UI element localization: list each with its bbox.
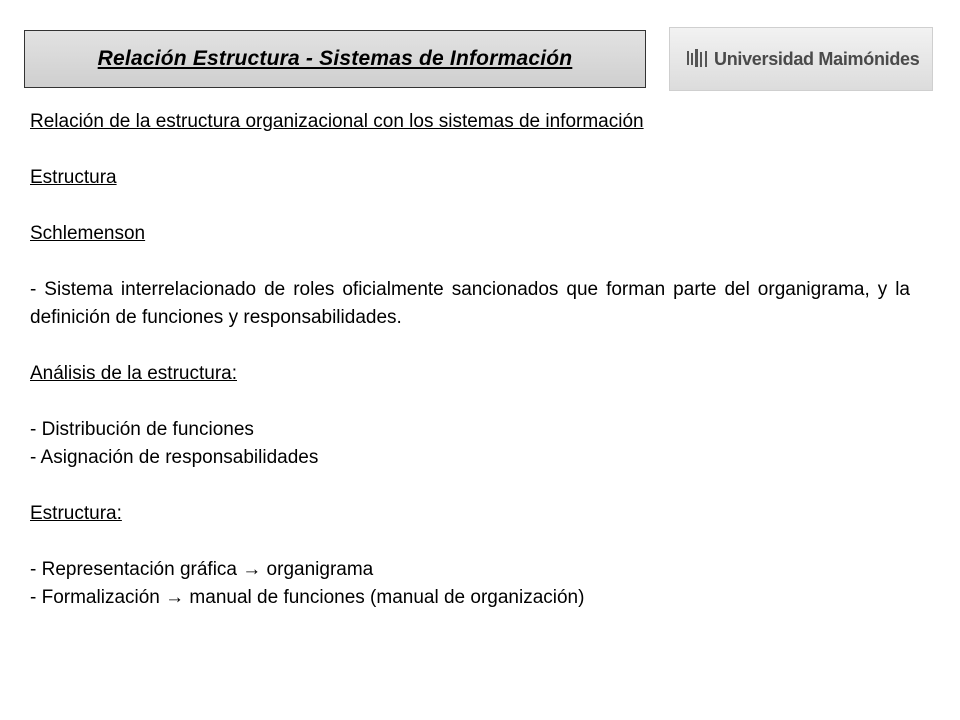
slide-title: Relación Estructura - Sistemas de Información [97, 47, 573, 70]
author-label: Schlemenson [30, 223, 146, 244]
logo-bars-icon [686, 47, 710, 71]
analysis-item: - Distribución de funciones [30, 419, 254, 440]
definition-text: - Sistema interrelacionado de roles oficialmente sancionados que forman parte del organigrama, y la definición de funciones y responsabilidades. [30, 279, 910, 328]
arrow-right-icon: → [165, 587, 185, 608]
slide-content [30, 108, 910, 612]
logo-text: Universidad Maimónides [714, 48, 920, 69]
section-estructura: Estructura [30, 167, 117, 188]
slide-title-box [24, 30, 646, 88]
university-logo [669, 27, 933, 91]
structure-item: - Formalización → manual de funciones (manual de organización) [30, 587, 585, 608]
structure-heading: Estructura: [30, 503, 122, 524]
structure-item: - Representación gráfica → organigrama [30, 559, 374, 580]
main-heading: Relación de la estructura organizacional con los sistemas de información [30, 111, 644, 132]
analysis-item: - Asignación de responsabilidades [30, 447, 319, 468]
arrow-right-icon: → [242, 559, 262, 580]
analysis-heading: Análisis de la estructura: [30, 363, 237, 384]
